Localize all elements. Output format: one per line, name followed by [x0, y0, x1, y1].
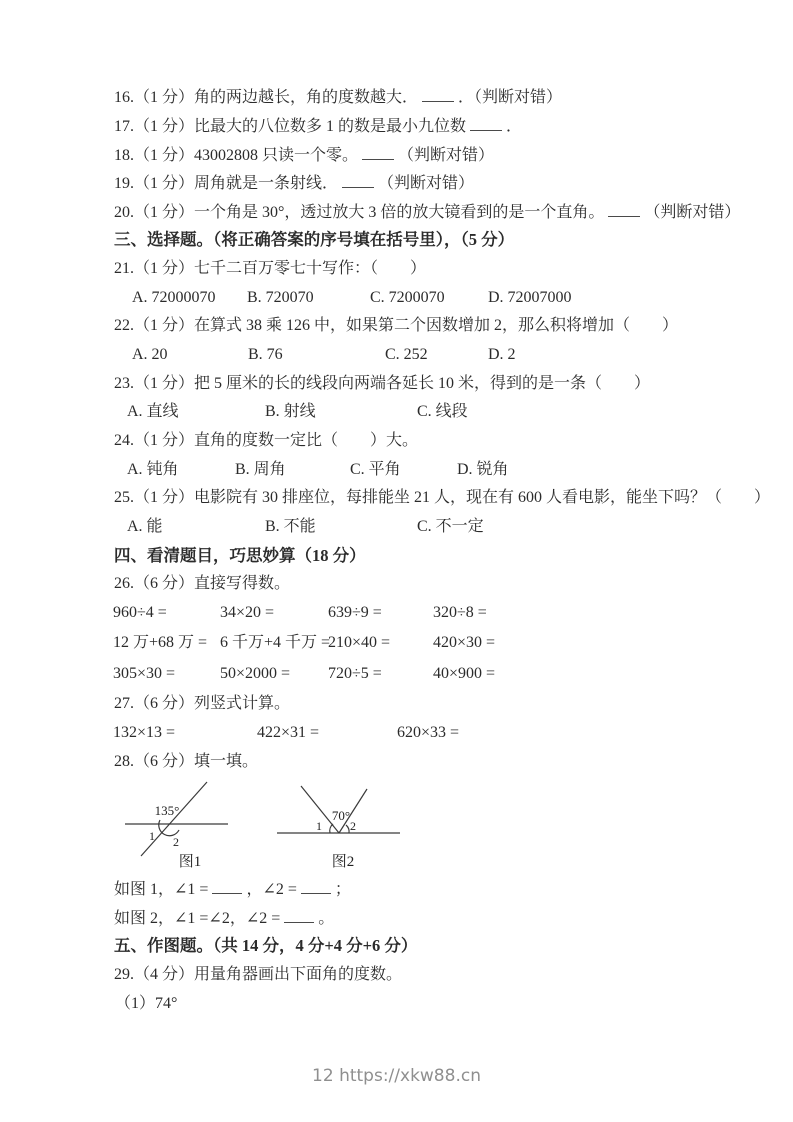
calc-item: 34×20 = [220, 604, 275, 621]
figure2-angle1-label: 1 [316, 819, 322, 833]
option-24-a: A. 钝角 [127, 461, 179, 478]
question-18-text: 18.（1 分）43002808 只读一个零。 [114, 147, 359, 164]
question-24-options [0, 460, 793, 480]
question-17-text: 17.（1 分）比最大的八位数多 1 的数是最小九位数 [114, 118, 467, 135]
question-27: 27.（6 分）列竖式计算。 [114, 695, 291, 712]
option-22-d: D. 2 [488, 346, 516, 363]
calc-item: 960÷4 = [113, 604, 167, 621]
question-21-options [0, 288, 793, 308]
question-16-suffix: ．（判断对错） [458, 89, 563, 106]
answer-blank [301, 879, 331, 894]
question-20-suffix: （判断对错） [644, 204, 741, 221]
option-25-a: A. 能 [127, 518, 163, 535]
figure1-caption: 图1 [178, 854, 202, 870]
figure2-caption: 图2 [331, 854, 355, 870]
fill2-post: 。 [318, 910, 335, 927]
figure-1-diagram [125, 782, 228, 870]
option-21-c: C. 7200070 [370, 289, 445, 306]
calc-row-2 [0, 633, 793, 653]
calc-item: 320÷8 = [433, 604, 487, 621]
option-22-b: B. 76 [248, 346, 283, 363]
question-29: 29.（4 分）用量角器画出下面角的度数。 [114, 966, 403, 983]
figure1-angle-value: 135° [154, 803, 180, 818]
calc-item: 422×31 = [257, 724, 320, 741]
answer-blank [212, 879, 242, 894]
fill2-pre: 如图 2，∠1 =∠2，∠2 = [114, 910, 281, 927]
section-4-heading: 四、看清题目，巧思妙算（18 分） [114, 546, 366, 565]
option-22-c: C. 252 [385, 346, 428, 363]
calc-item: 40×900 = [433, 665, 496, 682]
question-25-options [0, 517, 793, 537]
fill1-post: ； [334, 881, 351, 898]
calc-item: 132×13 = [113, 724, 176, 741]
calc-item: 420×30 = [433, 634, 496, 651]
question-20-text: 20.（1 分）一个角是 30°，透过放大 3 倍的放大镜看到的是一个直角。 [114, 204, 605, 221]
question-20 [114, 202, 740, 222]
calc-item: 720÷5 = [328, 665, 382, 682]
fill-line-figure1 [114, 879, 351, 899]
option-23-a: A. 直线 [127, 403, 179, 420]
option-23-c: C. 线段 [417, 403, 468, 420]
calc-item: 639÷9 = [328, 604, 382, 621]
question-19-suffix: （判断对错） [378, 175, 475, 192]
question-23-options [0, 402, 793, 422]
option-23-b: B. 射线 [265, 403, 316, 420]
question-16 [114, 87, 562, 107]
calc-item: 12 万+68 万 = [113, 634, 208, 651]
question-16-text: 16.（1 分）角的两边越长，角的度数越大． [114, 89, 419, 106]
option-25-c: C. 不一定 [417, 518, 484, 535]
option-24-c: C. 平角 [350, 461, 401, 478]
question-19 [114, 173, 474, 193]
calc-item: 6 千万+4 千万 = [220, 634, 331, 651]
question-17 [114, 116, 522, 136]
question-24: 24.（1 分）直角的度数一定比（ ）大。 [114, 432, 419, 449]
answer-blank [342, 173, 374, 188]
calc-row-3 [0, 664, 793, 684]
option-21-d: D. 72007000 [488, 289, 572, 306]
question-23: 23.（1 分）把 5 厘米的长的线段向两端各延长 10 米，得到的是一条（ ） [114, 375, 651, 392]
section-3-heading: 三、选择题。（将正确答案的序号填在括号里），（5 分） [114, 230, 515, 249]
figure-2-diagram [277, 786, 400, 870]
answer-blank [470, 116, 502, 131]
question-22: 22.（1 分）在算式 38 乘 126 中，如果第二个因数增加 2，那么积将增加（ ） [114, 317, 679, 334]
fill1-mid: ，∠2 = [246, 881, 297, 898]
option-25-b: B. 不能 [265, 518, 316, 535]
calc-row-27 [0, 723, 793, 743]
answer-blank [284, 908, 314, 923]
fill1-pre: 如图 1，∠1 = [114, 881, 209, 898]
question-19-text: 19.（1 分）周角就是一条射线． [114, 175, 339, 192]
calc-item: 305×30 = [113, 665, 176, 682]
figure2-angle-value: 70° [331, 808, 351, 823]
option-21-a: A. 72000070 [132, 289, 216, 306]
section-5-heading: 五、作图题。（共 14 分，4 分+4 分+6 分） [114, 936, 418, 955]
figure1-angle1-label: 1 [149, 829, 155, 843]
question-28: 28.（6 分）填一填。 [114, 753, 259, 770]
answer-blank [362, 145, 394, 160]
figure2-right-angle-arc [346, 825, 349, 833]
option-24-d: D. 锐角 [457, 461, 509, 478]
question-18-suffix: （判断对错） [398, 147, 495, 164]
option-22-a: A. 20 [132, 346, 168, 363]
question-26: 26.（6 分）直接写得数。 [114, 575, 291, 592]
calc-row-1 [0, 603, 793, 623]
answer-blank [422, 87, 454, 102]
page-footer: 12 https://xkw88.cn [312, 1066, 481, 1086]
question-17-suffix: ． [506, 118, 523, 135]
option-21-b: B. 720070 [247, 289, 314, 306]
angle-figures [110, 770, 410, 870]
calc-item: 620×33 = [397, 724, 460, 741]
question-25: 25.（1 分）电影院有 30 排座位，每排能坐 21 人，现在有 600 人看电影，能坐下吗？（ ） [114, 489, 771, 506]
question-18 [114, 145, 494, 165]
question-21: 21.（1 分）七千二百万零七十写作：（ ） [114, 260, 427, 277]
answer-blank [608, 202, 640, 217]
figure1-angle2-label: 2 [173, 835, 179, 849]
fill-line-figure2 [114, 908, 334, 928]
figure2-angle2-label: 2 [350, 819, 356, 833]
calc-item: 210×40 = [328, 634, 391, 651]
question-22-options [0, 345, 793, 365]
question-29-item-1: （1）74° [115, 995, 178, 1012]
option-24-b: B. 周角 [235, 461, 286, 478]
calc-item: 50×2000 = [220, 665, 291, 682]
